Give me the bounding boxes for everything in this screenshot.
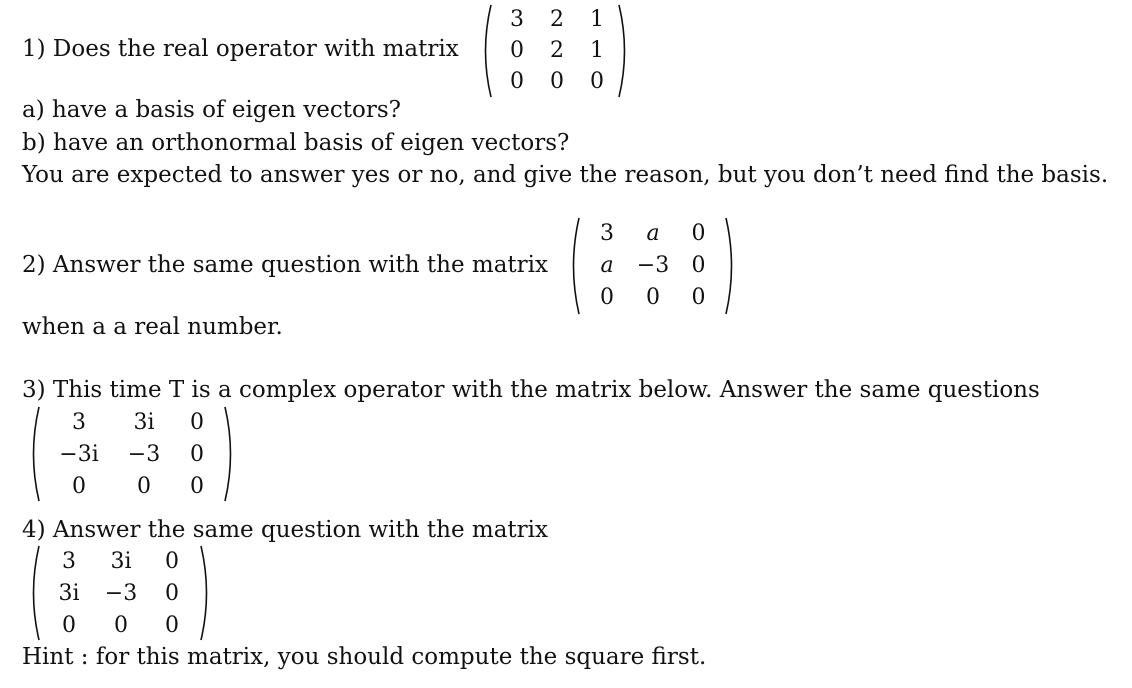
matrix-cell: 0 [600, 284, 614, 310]
q2-intro: 2) Answer the same question with the matrix [22, 252, 548, 278]
matrix-cells [45, 545, 195, 641]
matrix-cell: −3i [59, 441, 99, 467]
matrix-cell: 0 [114, 612, 128, 638]
matrix-cell: 3 [72, 409, 86, 435]
matrix-cell: 0 [190, 409, 204, 435]
left-paren [567, 217, 581, 315]
matrix-cell: 0 [510, 69, 524, 94]
q4-hint: Hint : for this matrix, you should compute the square first. [22, 644, 707, 670]
matrix-cell: 3i [58, 580, 80, 606]
right-paren [724, 217, 738, 315]
matrix-cell: 3 [600, 220, 614, 246]
matrix-cell: 3i [133, 409, 155, 435]
matrix-cell: 0 [72, 473, 86, 499]
q1-matrix [479, 4, 631, 98]
matrix-cell: a [646, 220, 660, 246]
matrix-cell: 0 [590, 69, 604, 94]
q2-condition: when a a real number. [22, 314, 283, 340]
matrix-cells [45, 406, 219, 502]
left-paren [27, 406, 41, 502]
matrix-cell: 0 [510, 38, 524, 63]
matrix-cells [585, 217, 720, 315]
right-paren [199, 545, 213, 641]
right-paren [223, 406, 237, 502]
matrix-cell: −3 [636, 252, 670, 278]
matrix-cell: 2 [550, 7, 564, 32]
matrix-cell: 0 [165, 548, 179, 574]
matrix-cell: 3 [510, 7, 524, 32]
q1-part-b: b) have an orthonormal basis of eigen vectors? [22, 130, 570, 156]
left-paren [27, 545, 41, 641]
matrix-cell: 3 [62, 548, 76, 574]
matrix-cell: 0 [646, 284, 660, 310]
q1-instruction: You are expected to answer yes or no, and give the reason, but you don’t need find the basis. [22, 162, 1109, 188]
left-paren [479, 4, 493, 98]
q3-matrix [27, 406, 237, 502]
q1-intro: 1) Does the real operator with matrix [22, 36, 459, 62]
q1-part-a: a) have a basis of eigen vectors? [22, 97, 401, 123]
right-paren [617, 4, 631, 98]
matrix-cell: 3i [110, 548, 132, 574]
matrix-cell: 1 [590, 38, 604, 63]
matrix-cell: 0 [691, 220, 706, 246]
q4-matrix [27, 545, 213, 641]
matrix-cell: 0 [137, 473, 151, 499]
matrix-cell: 0 [691, 284, 706, 310]
matrix-cell: 0 [190, 441, 204, 467]
matrix-cell: a [600, 252, 614, 278]
q4-intro: 4) Answer the same question with the matrix [22, 517, 548, 543]
matrix-cell: 0 [190, 473, 204, 499]
matrix-cell: −3 [127, 441, 161, 467]
matrix-cell: 0 [62, 612, 76, 638]
matrix-cell: 2 [550, 38, 564, 63]
matrix-cell: −3 [104, 580, 138, 606]
matrix-cell: 0 [550, 69, 564, 94]
matrix-cell: 0 [691, 252, 706, 278]
matrix-cell: 0 [165, 580, 179, 606]
matrix-cell: 0 [165, 612, 179, 638]
q3-intro: 3) This time T is a complex operator with the matrix below. Answer the same questions [22, 377, 1040, 403]
q2-matrix [567, 217, 738, 315]
matrix-cells [497, 4, 613, 98]
matrix-cell: 1 [590, 7, 604, 32]
